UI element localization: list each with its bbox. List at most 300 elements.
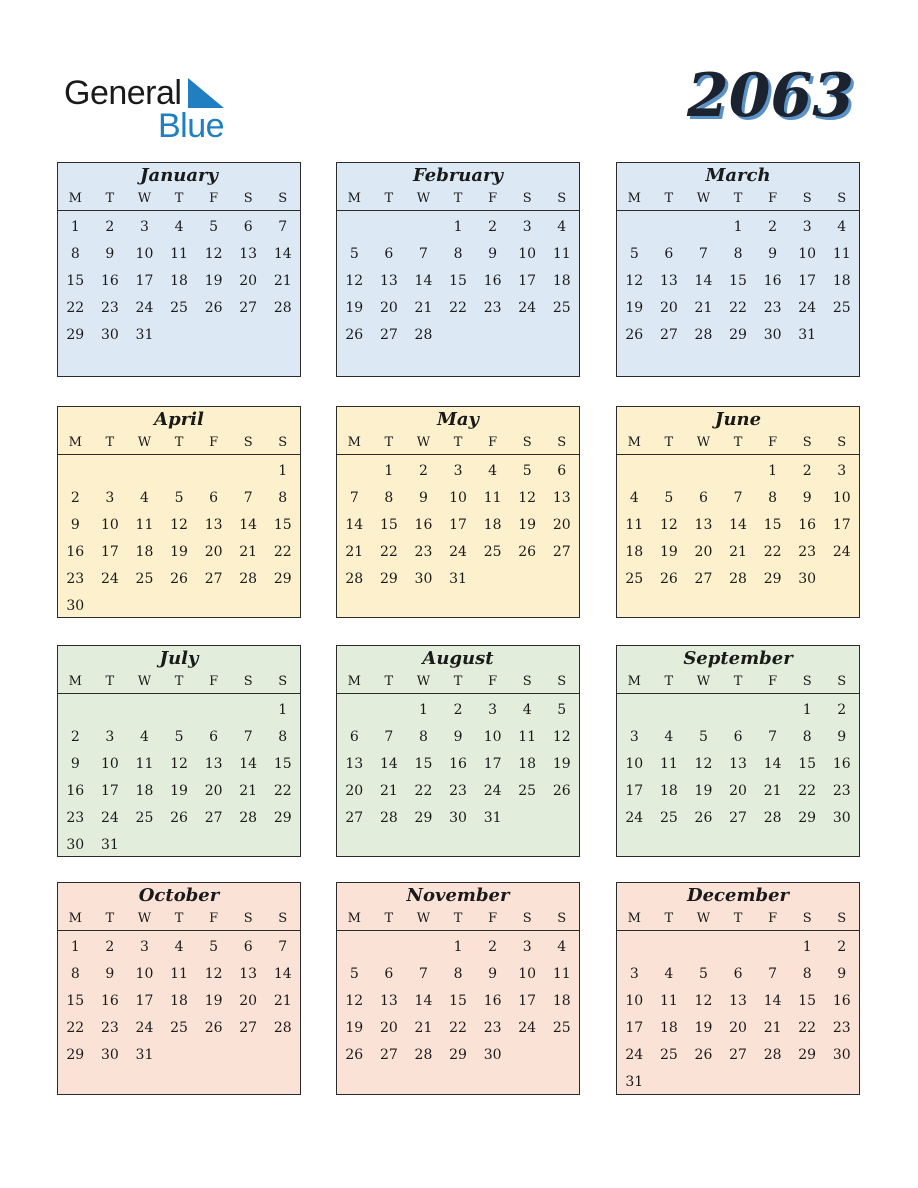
day-cell: 15 [449, 273, 467, 289]
day-cell: 19 [694, 783, 713, 799]
day-cell [617, 214, 652, 241]
month-september [616, 645, 860, 857]
general-blue-logo [64, 74, 239, 144]
day-cell: 26 [659, 571, 678, 587]
day-cell: 19 [659, 544, 678, 560]
day-cell: 20 [729, 783, 747, 799]
day-cell: 17 [100, 544, 119, 560]
day-cell: 3 [629, 729, 639, 745]
weekday-label: T [664, 674, 674, 689]
day-cell: 17 [518, 273, 537, 289]
day-cell: 21 [273, 273, 292, 289]
day-cell [652, 214, 687, 241]
weekday-label: T [733, 191, 743, 206]
day-cell: 30 [66, 837, 85, 853]
month-title: February [412, 165, 503, 186]
week-row [58, 295, 300, 322]
day-cell: 5 [557, 702, 567, 718]
day-cell: 26 [345, 327, 364, 343]
weeks-container [337, 694, 579, 832]
week-row [337, 241, 579, 268]
week-row [337, 458, 579, 485]
weekday-label: W [137, 435, 152, 450]
week-row [337, 988, 579, 1015]
week-row [58, 485, 300, 512]
day-cell: 27 [729, 810, 747, 826]
day-cell [196, 593, 231, 620]
day-cell: 3 [139, 939, 149, 955]
week-row [58, 1015, 300, 1042]
day-cell: 26 [204, 1020, 223, 1036]
day-cell: 13 [204, 756, 223, 772]
day-cell: 2 [802, 463, 812, 479]
weekday-label: S [278, 674, 288, 689]
day-cell: 24 [832, 544, 851, 560]
weeks-container [617, 211, 859, 349]
month-may [336, 406, 580, 618]
day-cell: 15 [66, 993, 85, 1009]
day-cell: 18 [625, 544, 644, 560]
week-row [337, 778, 579, 805]
day-cell: 11 [552, 246, 571, 262]
week-row [337, 512, 579, 539]
weekday-label: M [627, 191, 641, 206]
weekday-header-row [337, 908, 579, 931]
day-cell: 27 [694, 571, 713, 587]
day-cell: 8 [70, 246, 80, 262]
day-cell: 30 [832, 810, 851, 826]
day-cell: 31 [135, 1047, 154, 1063]
day-cell: 29 [798, 810, 817, 826]
weekday-label: S [557, 674, 567, 689]
week-row [337, 751, 579, 778]
day-cell: 19 [552, 756, 571, 772]
day-cell: 10 [518, 246, 537, 262]
week-row [617, 458, 859, 485]
day-cell: 6 [698, 490, 708, 506]
day-cell: 31 [798, 327, 817, 343]
month-june [616, 406, 860, 618]
day-cell: 6 [349, 729, 359, 745]
weekday-label: S [802, 674, 812, 689]
weekday-label: T [453, 435, 463, 450]
day-cell [162, 832, 197, 859]
day-cell: 1 [802, 702, 812, 718]
day-cell: 15 [66, 273, 85, 289]
day-cell [475, 322, 510, 349]
day-cell: 1 [733, 219, 743, 235]
weekday-label: F [209, 911, 219, 926]
day-cell: 18 [552, 273, 571, 289]
week-row [617, 805, 859, 832]
day-cell: 30 [100, 327, 119, 343]
day-cell: 7 [278, 939, 288, 955]
day-cell: 20 [379, 300, 398, 316]
day-cell: 20 [694, 544, 713, 560]
day-cell: 26 [552, 783, 571, 799]
day-cell: 23 [66, 571, 85, 587]
week-row [617, 512, 859, 539]
weekday-label: T [105, 911, 115, 926]
day-cell: 7 [768, 966, 778, 982]
weekday-label: S [243, 191, 253, 206]
day-cell: 23 [100, 300, 119, 316]
weekday-label: S [802, 911, 812, 926]
day-cell: 21 [239, 544, 258, 560]
day-cell: 25 [135, 810, 154, 826]
day-cell: 23 [832, 783, 851, 799]
week-row [617, 988, 859, 1015]
day-cell: 27 [204, 571, 223, 587]
day-cell: 6 [664, 246, 674, 262]
day-cell: 31 [483, 810, 502, 826]
day-cell: 1 [768, 463, 778, 479]
day-cell: 9 [105, 966, 115, 982]
week-row [337, 1042, 579, 1069]
day-cell: 18 [170, 993, 188, 1009]
day-cell: 25 [135, 571, 154, 587]
day-cell: 14 [414, 993, 433, 1009]
month-title: September [683, 648, 793, 669]
day-cell: 24 [483, 783, 502, 799]
day-cell: 16 [449, 756, 467, 772]
day-cell [337, 697, 372, 724]
day-cell: 17 [449, 517, 467, 533]
day-cell: 28 [763, 810, 782, 826]
day-cell: 26 [170, 810, 188, 826]
day-cell: 14 [763, 756, 782, 772]
day-cell [162, 593, 197, 620]
week-row [617, 1042, 859, 1069]
day-cell: 27 [345, 810, 364, 826]
day-cell: 21 [345, 544, 364, 560]
day-cell: 14 [379, 756, 398, 772]
day-cell [824, 1069, 859, 1096]
week-row [58, 566, 300, 593]
week-row [58, 724, 300, 751]
day-cell [93, 458, 128, 485]
day-cell: 2 [768, 219, 778, 235]
day-cell: 21 [763, 1020, 782, 1036]
day-cell: 29 [273, 810, 292, 826]
day-cell: 12 [659, 517, 678, 533]
day-cell: 5 [174, 729, 184, 745]
day-cell: 21 [379, 783, 398, 799]
day-cell: 30 [449, 810, 467, 826]
day-cell: 17 [135, 993, 154, 1009]
day-cell [93, 697, 128, 724]
week-row [617, 566, 859, 593]
day-cell: 6 [243, 939, 253, 955]
weekday-label: M [347, 191, 361, 206]
day-cell: 3 [522, 219, 532, 235]
month-january [57, 162, 301, 377]
day-cell: 16 [763, 273, 782, 289]
day-cell [544, 805, 579, 832]
weekday-label: F [488, 191, 498, 206]
weekday-label: F [209, 435, 219, 450]
weekday-header-row [58, 671, 300, 694]
day-cell: 7 [418, 966, 428, 982]
weekday-header-row [58, 188, 300, 211]
day-cell [127, 697, 162, 724]
day-cell: 7 [768, 729, 778, 745]
day-cell: 9 [802, 490, 812, 506]
day-cell: 20 [204, 544, 223, 560]
day-cell: 24 [625, 810, 644, 826]
weekday-label: W [416, 674, 431, 689]
day-cell: 22 [273, 544, 292, 560]
month-october [57, 882, 301, 1095]
day-cell [824, 566, 859, 593]
weekday-label: W [696, 911, 711, 926]
day-cell: 28 [345, 571, 364, 587]
day-cell: 27 [379, 1047, 398, 1063]
day-cell: 7 [384, 729, 394, 745]
day-cell: 27 [379, 327, 398, 343]
weekday-label: T [664, 911, 674, 926]
weekday-label: F [768, 435, 778, 450]
day-cell: 13 [552, 490, 571, 506]
day-cell: 2 [837, 702, 847, 718]
day-cell: 13 [204, 517, 223, 533]
day-cell: 15 [729, 273, 747, 289]
month-title: December [686, 885, 790, 906]
day-cell [162, 458, 197, 485]
day-cell: 10 [135, 966, 154, 982]
weekday-header-row [617, 432, 859, 455]
day-cell: 24 [135, 1020, 154, 1036]
day-cell: 11 [170, 246, 188, 262]
weeks-container [617, 455, 859, 593]
day-cell: 9 [768, 246, 778, 262]
day-cell: 17 [832, 517, 851, 533]
day-cell [755, 934, 790, 961]
weekday-label: T [664, 435, 674, 450]
month-title: April [154, 409, 204, 430]
month-november [336, 882, 580, 1095]
weekday-label: S [557, 435, 567, 450]
day-cell: 4 [664, 729, 674, 745]
day-cell: 11 [135, 517, 154, 533]
day-cell: 20 [239, 993, 258, 1009]
weekday-label: T [733, 435, 743, 450]
month-july [57, 645, 301, 857]
weekday-label: S [522, 911, 532, 926]
day-cell: 3 [837, 463, 847, 479]
day-cell [652, 697, 687, 724]
week-row [58, 805, 300, 832]
day-cell: 4 [488, 463, 498, 479]
month-title: October [138, 885, 220, 906]
day-cell: 12 [625, 273, 644, 289]
day-cell: 5 [698, 729, 708, 745]
weekday-label: W [696, 191, 711, 206]
weekday-header-row [617, 908, 859, 931]
weekday-label: W [137, 674, 152, 689]
day-cell: 15 [379, 517, 398, 533]
day-cell: 7 [243, 729, 253, 745]
weekday-label: T [174, 674, 184, 689]
day-cell: 18 [518, 756, 537, 772]
weekday-header-row [58, 908, 300, 931]
day-cell: 22 [273, 783, 292, 799]
year-title: 2063 [687, 61, 854, 131]
weekday-label: M [347, 435, 361, 450]
day-cell [337, 934, 372, 961]
day-cell: 15 [414, 756, 433, 772]
weekday-label: T [384, 674, 394, 689]
weekday-label: W [137, 911, 152, 926]
day-cell: 13 [694, 517, 713, 533]
day-cell [93, 593, 128, 620]
weekday-label: T [453, 191, 463, 206]
day-cell: 27 [729, 1047, 747, 1063]
week-row [617, 961, 859, 988]
weekday-label: S [522, 191, 532, 206]
day-cell: 29 [273, 571, 292, 587]
day-cell: 5 [629, 246, 639, 262]
day-cell: 2 [488, 939, 498, 955]
day-cell: 9 [837, 966, 847, 982]
day-cell: 17 [135, 273, 154, 289]
day-cell: 22 [798, 783, 817, 799]
week-row [337, 724, 579, 751]
day-cell [196, 322, 231, 349]
day-cell: 7 [698, 246, 708, 262]
week-row [617, 485, 859, 512]
day-cell: 6 [243, 219, 253, 235]
day-cell: 19 [170, 783, 188, 799]
day-cell: 11 [659, 756, 678, 772]
day-cell: 9 [837, 729, 847, 745]
day-cell: 17 [100, 783, 119, 799]
day-cell [196, 1042, 231, 1069]
day-cell [231, 1042, 266, 1069]
day-cell: 12 [552, 729, 571, 745]
day-cell: 3 [453, 463, 463, 479]
day-cell [406, 214, 441, 241]
weekday-label: S [837, 911, 847, 926]
day-cell: 29 [66, 327, 85, 343]
day-cell: 4 [629, 490, 639, 506]
weekday-label: S [557, 911, 567, 926]
week-row [58, 539, 300, 566]
day-cell: 14 [694, 273, 713, 289]
day-cell: 23 [100, 1020, 119, 1036]
day-cell: 6 [733, 966, 743, 982]
day-cell [162, 322, 197, 349]
day-cell: 19 [625, 300, 644, 316]
weeks-container [58, 931, 300, 1069]
day-cell: 24 [100, 810, 119, 826]
day-cell: 19 [694, 1020, 713, 1036]
day-cell [265, 322, 300, 349]
day-cell: 10 [625, 993, 644, 1009]
day-cell: 26 [170, 571, 188, 587]
weekday-label: M [68, 435, 82, 450]
day-cell: 22 [414, 783, 433, 799]
day-cell: 18 [483, 517, 502, 533]
day-cell: 1 [70, 219, 80, 235]
day-cell: 11 [170, 966, 188, 982]
day-cell: 23 [763, 300, 782, 316]
week-row [617, 539, 859, 566]
weekday-label: T [174, 435, 184, 450]
day-cell: 17 [625, 1020, 644, 1036]
day-cell [127, 593, 162, 620]
day-cell: 29 [414, 810, 433, 826]
day-cell: 31 [100, 837, 119, 853]
day-cell: 18 [832, 273, 851, 289]
day-cell: 11 [832, 246, 851, 262]
day-cell [544, 322, 579, 349]
day-cell: 5 [209, 939, 219, 955]
week-row [337, 934, 579, 961]
weekday-label: F [209, 674, 219, 689]
day-cell: 2 [418, 463, 428, 479]
day-cell: 3 [139, 219, 149, 235]
day-cell: 15 [273, 517, 292, 533]
day-cell: 27 [204, 810, 223, 826]
day-cell: 3 [629, 966, 639, 982]
day-cell: 25 [483, 544, 502, 560]
day-cell: 28 [379, 810, 398, 826]
month-april [57, 406, 301, 618]
day-cell: 11 [135, 756, 154, 772]
day-cell: 14 [239, 756, 258, 772]
weeks-container [617, 694, 859, 832]
day-cell: 20 [379, 1020, 398, 1036]
week-row [337, 697, 579, 724]
day-cell: 4 [139, 490, 149, 506]
week-row [58, 751, 300, 778]
day-cell: 11 [518, 729, 537, 745]
day-cell: 31 [135, 327, 154, 343]
week-row [58, 778, 300, 805]
week-row [617, 697, 859, 724]
day-cell: 9 [453, 729, 463, 745]
day-cell: 25 [170, 1020, 188, 1036]
day-cell [755, 1069, 790, 1096]
day-cell: 13 [239, 246, 258, 262]
week-row [58, 961, 300, 988]
weekday-label: T [384, 911, 394, 926]
day-cell: 15 [273, 756, 292, 772]
day-cell: 7 [733, 490, 743, 506]
day-cell: 29 [379, 571, 398, 587]
weekday-label: S [837, 435, 847, 450]
month-title: March [705, 165, 771, 186]
day-cell [721, 697, 756, 724]
day-cell: 12 [345, 993, 364, 1009]
day-cell [196, 458, 231, 485]
day-cell: 2 [70, 729, 80, 745]
day-cell: 17 [625, 783, 644, 799]
day-cell: 14 [729, 517, 747, 533]
day-cell [652, 458, 687, 485]
day-cell [127, 832, 162, 859]
day-cell [510, 805, 545, 832]
day-cell: 19 [170, 544, 188, 560]
day-cell: 22 [66, 1020, 85, 1036]
day-cell: 20 [729, 1020, 747, 1036]
day-cell: 28 [414, 327, 433, 343]
day-cell: 6 [209, 490, 219, 506]
day-cell: 5 [209, 219, 219, 235]
weekday-label: S [802, 435, 812, 450]
day-cell [196, 697, 231, 724]
